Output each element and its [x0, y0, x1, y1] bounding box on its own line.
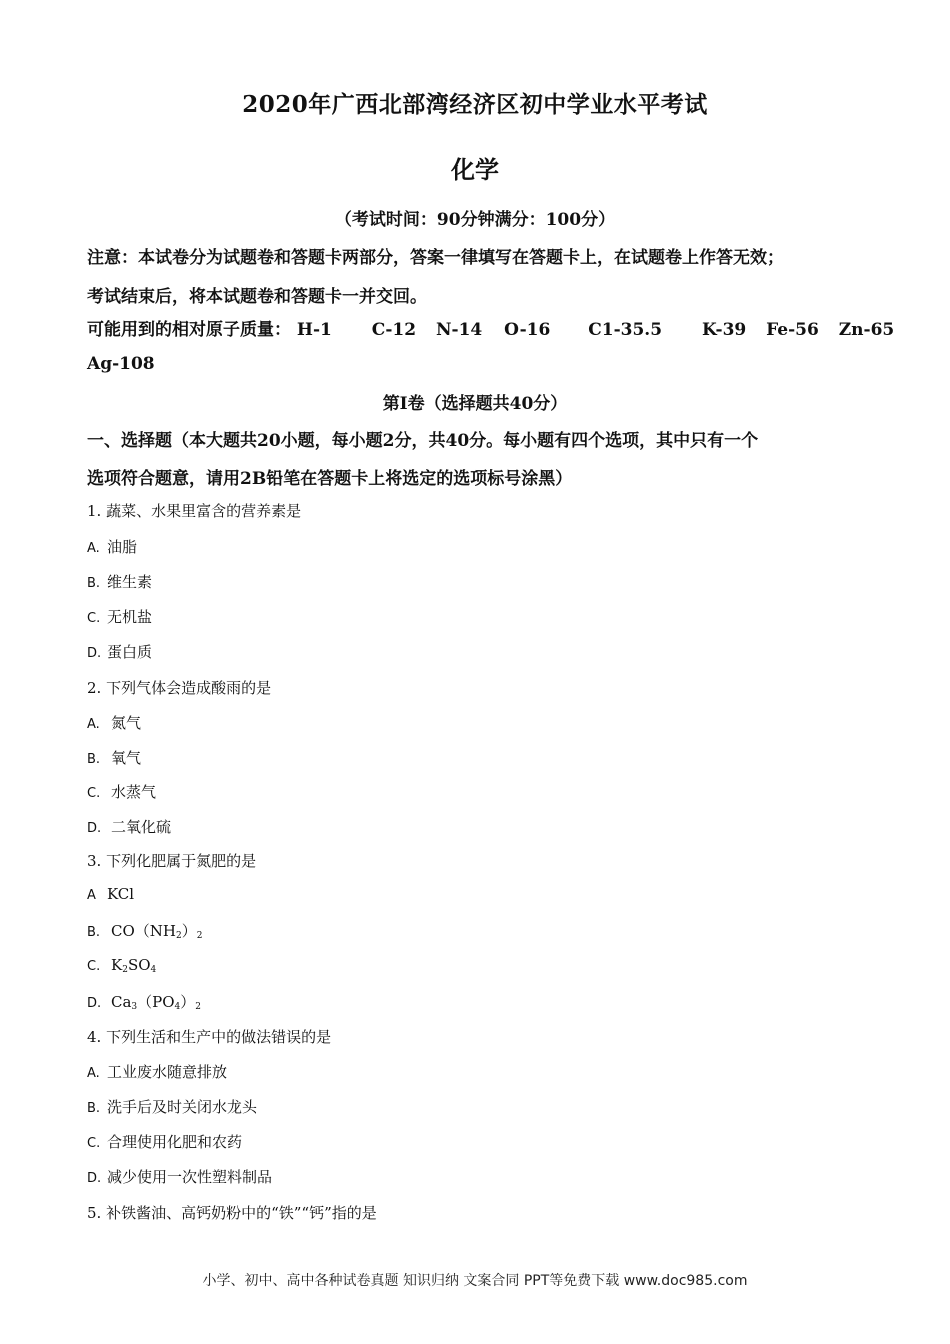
option-text: 氮气	[111, 714, 142, 732]
question-2-stem: 2. 下列气体会造成酸雨的是	[87, 679, 272, 697]
atomic-mass-item: C-12	[371, 320, 417, 340]
question-4-option-b	[87, 1096, 257, 1117]
subscript: 2	[122, 965, 128, 975]
option-tag: A.	[87, 717, 100, 732]
question-1-option-b	[87, 571, 152, 592]
option-tag: D.	[87, 821, 102, 836]
subscript: 2	[195, 1002, 202, 1012]
option-tag: C.	[87, 1136, 101, 1151]
subscript: 2	[196, 931, 203, 941]
subscript: 4	[174, 1002, 181, 1012]
subscript: 3	[131, 1002, 138, 1012]
question-1-option-c	[87, 606, 152, 627]
option-text: 水蒸气	[111, 783, 157, 801]
atomic-mass-item: Zn-65	[838, 320, 895, 340]
option-text: （PO	[137, 993, 175, 1011]
option-text: SO	[127, 956, 151, 974]
option-text: 氧气	[111, 749, 142, 767]
subscript: 2	[175, 931, 182, 941]
atomic-mass-item: Fe-56	[766, 320, 819, 340]
question-3-option-a	[87, 885, 134, 903]
option-text: ）	[181, 922, 197, 940]
notice-line-2: 考试结束后，将本试题卷和答题卡一并交回。	[87, 287, 427, 307]
option-text: 合理使用化肥和农药	[107, 1133, 243, 1151]
question-1-option-d	[87, 641, 152, 662]
option-tag: D.	[87, 996, 102, 1011]
option-text: K	[111, 956, 123, 974]
question-4-stem: 4. 下列生活和生产中的做法错误的是	[87, 1028, 332, 1046]
section-instruction-2: 选项符合题意，请用2B铅笔在答题卡上将选定的选项标号涂黑）	[87, 469, 573, 489]
option-text: 二氧化硫	[111, 818, 172, 836]
option-tag: C.	[87, 786, 101, 801]
section-title: 第I卷（选择题共40分）	[382, 394, 568, 414]
option-tag: C.	[87, 959, 101, 974]
option-text: 无机盐	[107, 608, 153, 626]
option-tag: A.	[87, 541, 100, 556]
option-text: 维生素	[107, 573, 153, 591]
exam-info: （考试时间：90分钟满分：100分）	[334, 210, 616, 230]
section-instruction-1: 一、选择题（本大题共20小题，每小题2分，共40分。每小题有四个选项，其中只有一个	[87, 431, 759, 451]
question-2-option-c	[87, 781, 156, 802]
option-tag: D.	[87, 1171, 102, 1186]
option-text: 工业废水随意排放	[107, 1063, 228, 1081]
question-5-stem: 5. 补铁酱油、高钙奶粉中的“铁”“钙”指的是	[87, 1204, 377, 1222]
notice-line-1: 注意：本试卷分为试题卷和答题卡两部分，答案一律填写在答题卡上，在试题卷上作答无效；	[87, 248, 784, 268]
question-3-option-d	[87, 991, 201, 1012]
question-2-option-a	[87, 712, 141, 733]
page-footer: 小学、初中、高中各种试卷真题 知识归纳 文案合同 PPT等免费下载 www.doc985.com	[202, 1273, 748, 1289]
option-text: Ca	[111, 993, 132, 1011]
question-2-option-d	[87, 816, 171, 837]
option-tag: D.	[87, 646, 102, 661]
atomic-mass-item: H-1	[296, 320, 332, 340]
atomic-mass-item: K-39	[701, 320, 747, 340]
option-tag: A.	[87, 1066, 100, 1081]
option-tag: C.	[87, 611, 101, 626]
subscript: 4	[150, 965, 157, 975]
option-text: 减少使用一次性塑料制品	[107, 1168, 273, 1186]
atomic-mass-label: 可能用到的相对原子质量：	[87, 320, 291, 340]
option-tag: B.	[87, 576, 101, 591]
atomic-mass-item: C1-35.5	[588, 320, 663, 340]
option-tag: B.	[87, 925, 101, 940]
question-3-stem: 3. 下列化肥属于氮肥的是	[87, 852, 257, 870]
question-2-option-b	[87, 747, 141, 768]
subject-title: 化学	[451, 155, 499, 184]
question-1-stem: 1. 蔬菜、水果里富含的营养素是	[87, 502, 302, 520]
atomic-mass-item: N-14	[435, 320, 483, 340]
atomic-mass-line	[87, 315, 894, 340]
option-text: 蛋白质	[107, 643, 153, 661]
exam-title: 2020年广西北部湾经济区初中学业水平考试	[242, 91, 708, 118]
question-4-option-d	[87, 1166, 272, 1187]
option-text: ）	[180, 993, 196, 1011]
option-text: KCl	[107, 885, 135, 903]
atomic-mass-item: O-16	[504, 320, 551, 340]
question-3-option-b	[87, 920, 202, 941]
question-1-option-a	[87, 536, 137, 557]
option-text: CO（NH	[111, 922, 176, 940]
question-3-option-c	[87, 956, 156, 975]
option-tag: A	[87, 888, 96, 903]
option-text: 洗手后及时关闭水龙头	[107, 1098, 258, 1116]
question-4-option-c	[87, 1131, 242, 1152]
atomic-mass-last: Ag-108	[87, 354, 155, 374]
option-tag: B.	[87, 752, 101, 767]
question-4-option-a	[87, 1061, 227, 1082]
option-tag: B.	[87, 1101, 101, 1116]
option-text: 油脂	[107, 538, 138, 556]
